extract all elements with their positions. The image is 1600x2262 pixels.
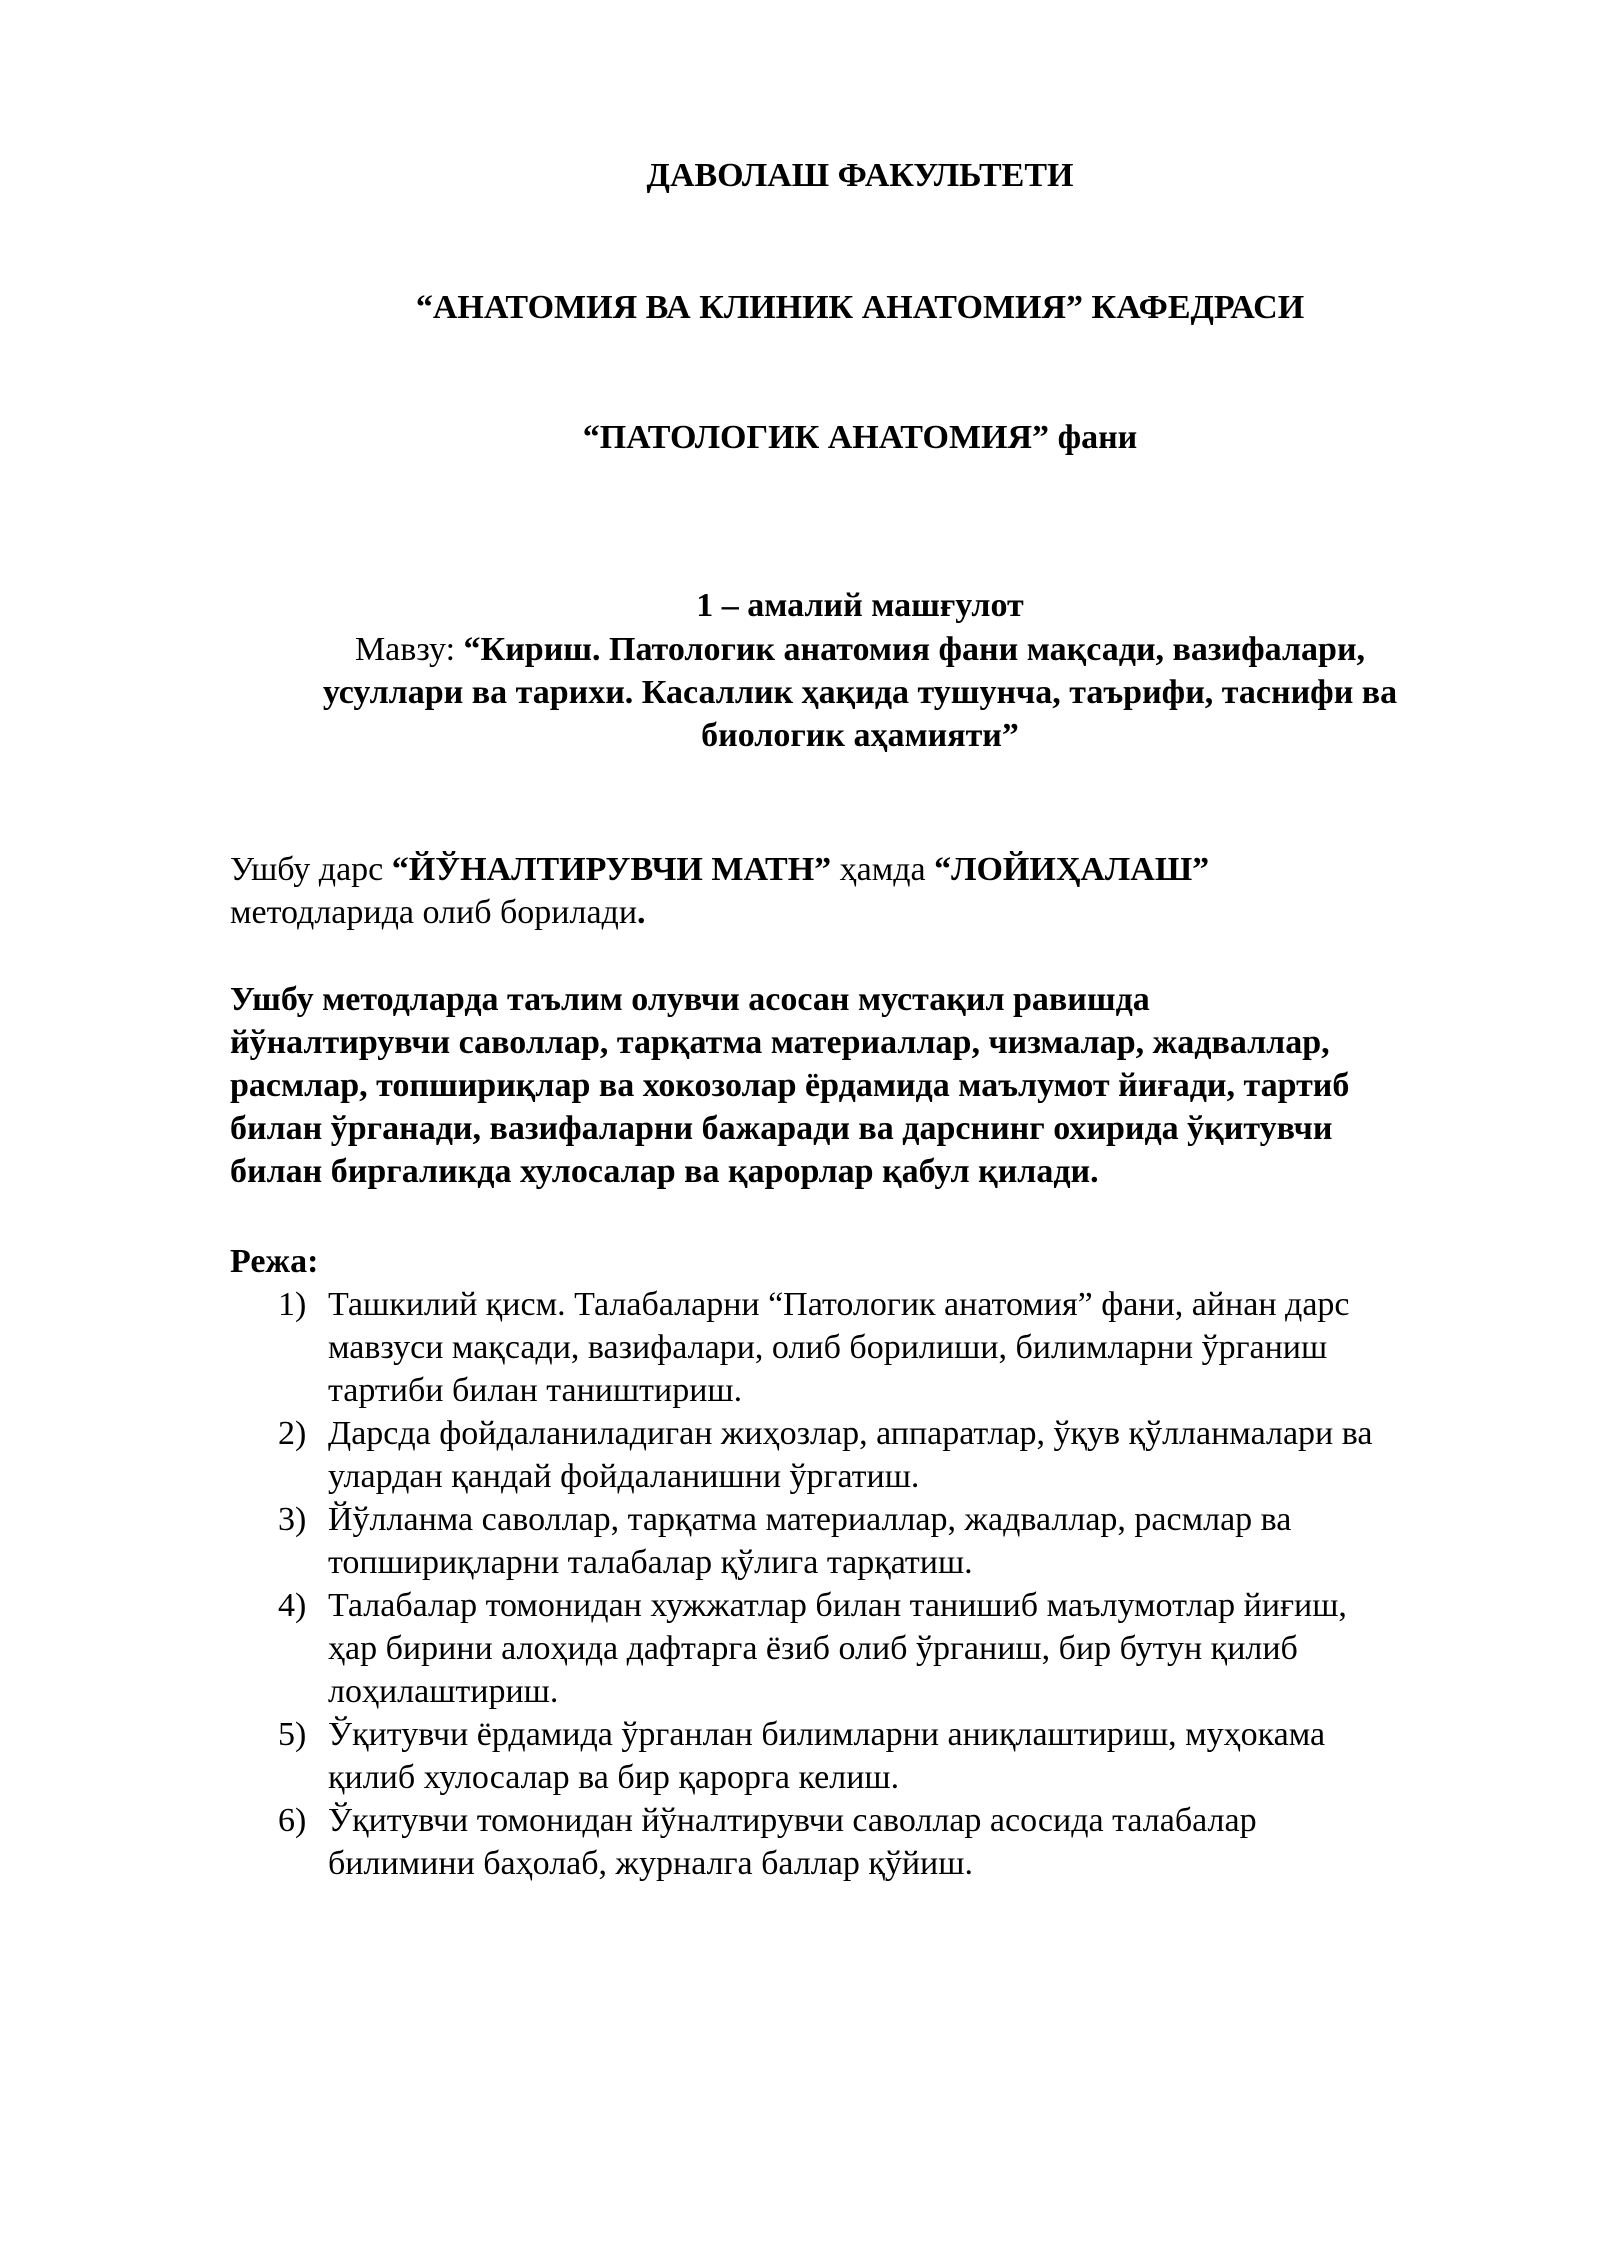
plan-item-line: ҳар бирини алоҳида дафтарга ёзиб олиб ўрганиш, бир бутун қилиб — [328, 1630, 1298, 1667]
description-line: билан биргаликда хулосалар ва қарорлар қабул қилади. — [230, 1153, 1099, 1190]
plan-item — [230, 1412, 1530, 1498]
plan-item-number: 4) — [278, 1587, 307, 1624]
subject-heading — [230, 418, 1490, 458]
plan-item-line: билимини баҳолаб, журналга баллар қўйиш. — [328, 1845, 973, 1882]
method-1: “ЙЎНАЛТИРУВЧИ МАТН” — [391, 851, 832, 888]
plan-item — [230, 1713, 1530, 1799]
topic-line-1 — [230, 628, 1490, 671]
plan-item-line: Ташкилий қисм. Талабаларни “Патологик анатомия” фани, айнан дарс — [328, 1286, 1350, 1323]
description-line: расмлар, топшириқлар ва хокозолар ёрдамида маълумот йиғади, тартиб — [230, 1067, 1350, 1104]
plan-item — [230, 1498, 1530, 1584]
topic-label: Мавзу: — [354, 631, 464, 668]
plan-item-line: тартиби билан таништириш. — [328, 1372, 743, 1409]
plan-item-number: 6) — [278, 1802, 307, 1839]
plan-item-line: топшириқларни талабалар қўлига тарқатиш. — [328, 1544, 973, 1581]
plan-list — [230, 1283, 1530, 1885]
methods-line-1 — [230, 848, 1510, 891]
methods-middle: ҳамда — [831, 851, 935, 888]
lesson-number-title: 1 – амалий машғулот — [696, 587, 1024, 624]
description-line: Ушбу методларда таълим олувчи асосан мустақил равишда — [230, 981, 1150, 1018]
methods-line-2-text: методларида олиб борилади — [230, 894, 638, 931]
plan-item-line: улардан қандай фойдаланишни ўргатиш. — [328, 1458, 920, 1495]
department-heading: “АНАТОМИЯ ВА КЛИНИК АНАТОМИЯ” КАФЕДРАСИ — [415, 289, 1305, 326]
topic-line-3: биологик аҳамияти” — [701, 717, 1019, 754]
methods-line-2 — [230, 891, 1510, 934]
subject-suffix: фани — [1049, 419, 1138, 456]
plan-item — [230, 1799, 1530, 1885]
methods-line-2-end: . — [637, 894, 646, 931]
methods-paragraph — [230, 848, 1510, 934]
plan-item-line: Дарсда фойдаланиладиган жиҳозлар, аппаратлар, ўқув қўлланмалари ва — [328, 1415, 1373, 1452]
description-paragraph — [230, 978, 1510, 1193]
methods-prefix: Ушбу дарс — [230, 851, 392, 888]
plan-item-line: қилиб хулосалар ва бир қарорга келиш. — [328, 1759, 900, 1796]
plan-item — [230, 1584, 1530, 1713]
plan-item-number: 3) — [278, 1501, 307, 1538]
plan-item-line: Талабалар томонидан хужжатлар билан танишиб маълумотлар йиғиш, — [328, 1587, 1347, 1624]
description-line: билан ўрганади, вазифаларни бажаради ва дарснинг охирида ўқитувчи — [230, 1110, 1333, 1147]
plan-item-line: Йўлланма саволлар, тарқатма материаллар, жадваллар, расмлар ва — [328, 1501, 1292, 1538]
plan-item-number: 2) — [278, 1415, 307, 1452]
plan-item-line: мавзуси мақсади, вазифалари, олиб борилиши, билимларни ўрганиш — [328, 1329, 1328, 1366]
plan-item — [230, 1283, 1530, 1412]
topic-line-2: усуллари ва тарихи. Касаллик ҳақида тушунча, таърифи, таснифи ва — [322, 674, 1398, 711]
lesson-topic — [230, 628, 1490, 757]
plan-item-line: лоҳилаштириш. — [328, 1673, 559, 1710]
topic-text-1: “Кириш. Патологик анатомия фани мақсади, вазифалари, — [463, 631, 1366, 668]
faculty-heading: ДАВОЛАШ ФАКУЛЬТЕТИ — [646, 157, 1074, 194]
plan-item-line: Ўқитувчи ёрдамида ўрганлан билимларни аниқлаштириш, муҳокама — [328, 1716, 1326, 1753]
method-2: “ЛОЙИҲАЛАШ” — [934, 851, 1210, 888]
plan-title: Режа: — [230, 1243, 319, 1280]
subject-name: “ПАТОЛОГИК АНАТОМИЯ” — [582, 419, 1050, 456]
plan-item-number: 5) — [278, 1716, 307, 1753]
plan-item-line: Ўқитувчи томонидан йўналтирувчи саволлар асосида талабалар — [328, 1802, 1257, 1839]
plan-item-number: 1) — [278, 1286, 307, 1323]
description-line: йўналтирувчи саволлар, тарқатма материаллар, чизмалар, жадваллар, — [230, 1024, 1330, 1061]
